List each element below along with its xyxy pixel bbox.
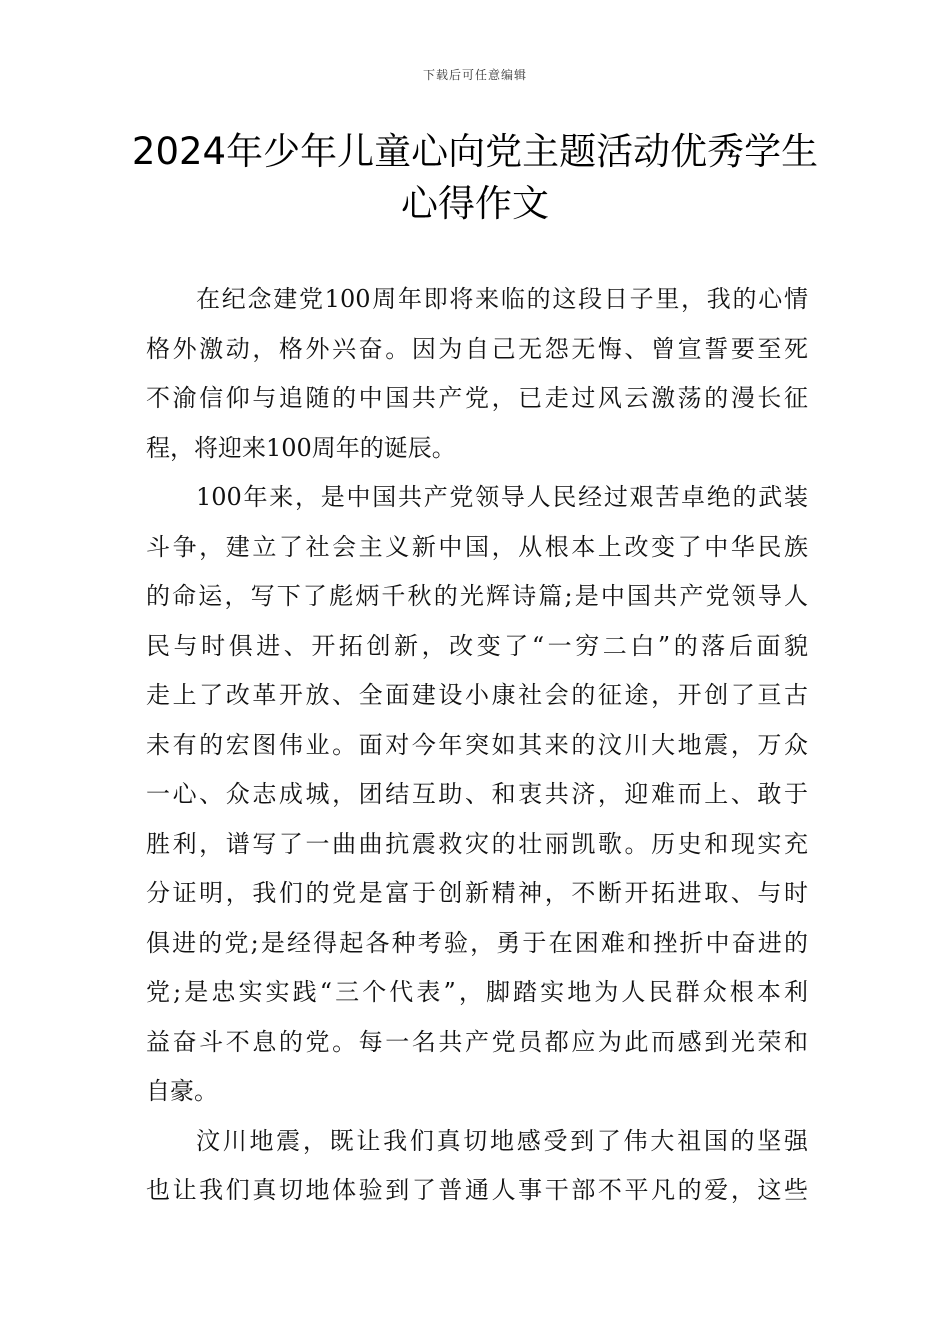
text-line: 程，将迎来100周年的诞辰。 — [146, 433, 456, 462]
text-line: 汶川地震，既让我们真切地感受到了伟大祖国的坚强 — [196, 1126, 808, 1155]
text-line: 民与时俱进、开拓创新，改变了“一穷二白”的落后面貌 — [146, 631, 808, 660]
text-line: 益奋斗不息的党。每一名共产党员都应为此而感到光荣和 — [146, 1027, 808, 1056]
text-line: 分证明，我们的党是富于创新精神，不断开拓进取、与时 — [146, 879, 808, 907]
text-line: 格外激动，格外兴奋。因为自己无怨无悔、曾宣誓要至死 — [146, 334, 808, 363]
page-title — [120, 126, 830, 230]
document-body — [146, 275, 808, 1216]
text-line: 胜利，谱写了一曲曲抗震救灾的壮丽凯歌。历史和现实充 — [146, 829, 808, 858]
text-line: 也让我们真切地体验到了普通人事干部不平凡的爱，这些 — [146, 1176, 808, 1204]
paragraph-1 — [146, 275, 808, 473]
text-line: 一心、众志成城，团结互助、和衷共济，迎难而上、敢于 — [146, 780, 808, 808]
text-line: 100年来，是中国共产党领导人民经过艰苦卓绝的武装 — [196, 483, 808, 511]
text-line: 的命运，写下了彪炳千秋的光辉诗篇;是中国共产党领导人 — [146, 582, 808, 610]
text-line: 俱进的党;是经得起各种考验，勇于在困难和挫折中奋进的 — [146, 928, 808, 957]
text-line: 未有的宏图伟业。面对今年突如其来的汶川大地震，万众 — [146, 730, 808, 759]
title-line: 心得作文 — [401, 182, 549, 225]
text-line: 不渝信仰与追随的中国共产党，已走过风云激荡的漫长征 — [146, 384, 808, 412]
text-line: 走上了改革开放、全面建设小康社会的征途，开创了亘古 — [146, 681, 808, 709]
text-line: 斗争，建立了社会主义新中国，从根本上改变了中华民族 — [146, 532, 808, 561]
paragraph-3 — [146, 1117, 808, 1216]
text-line: 自豪。 — [146, 1077, 218, 1105]
text-line: 在纪念建党100周年即将来临的这段日子里，我的心情 — [196, 285, 808, 313]
text-line: 党;是忠实实践“三个代表”，脚踏实地为人民群众根本利 — [146, 978, 808, 1006]
title-line: 2024年少年儿童心向党主题活动优秀学生 — [131, 130, 819, 173]
header-note: 下载后可任意编辑 — [422, 68, 527, 82]
paragraph-2 — [146, 473, 808, 1117]
